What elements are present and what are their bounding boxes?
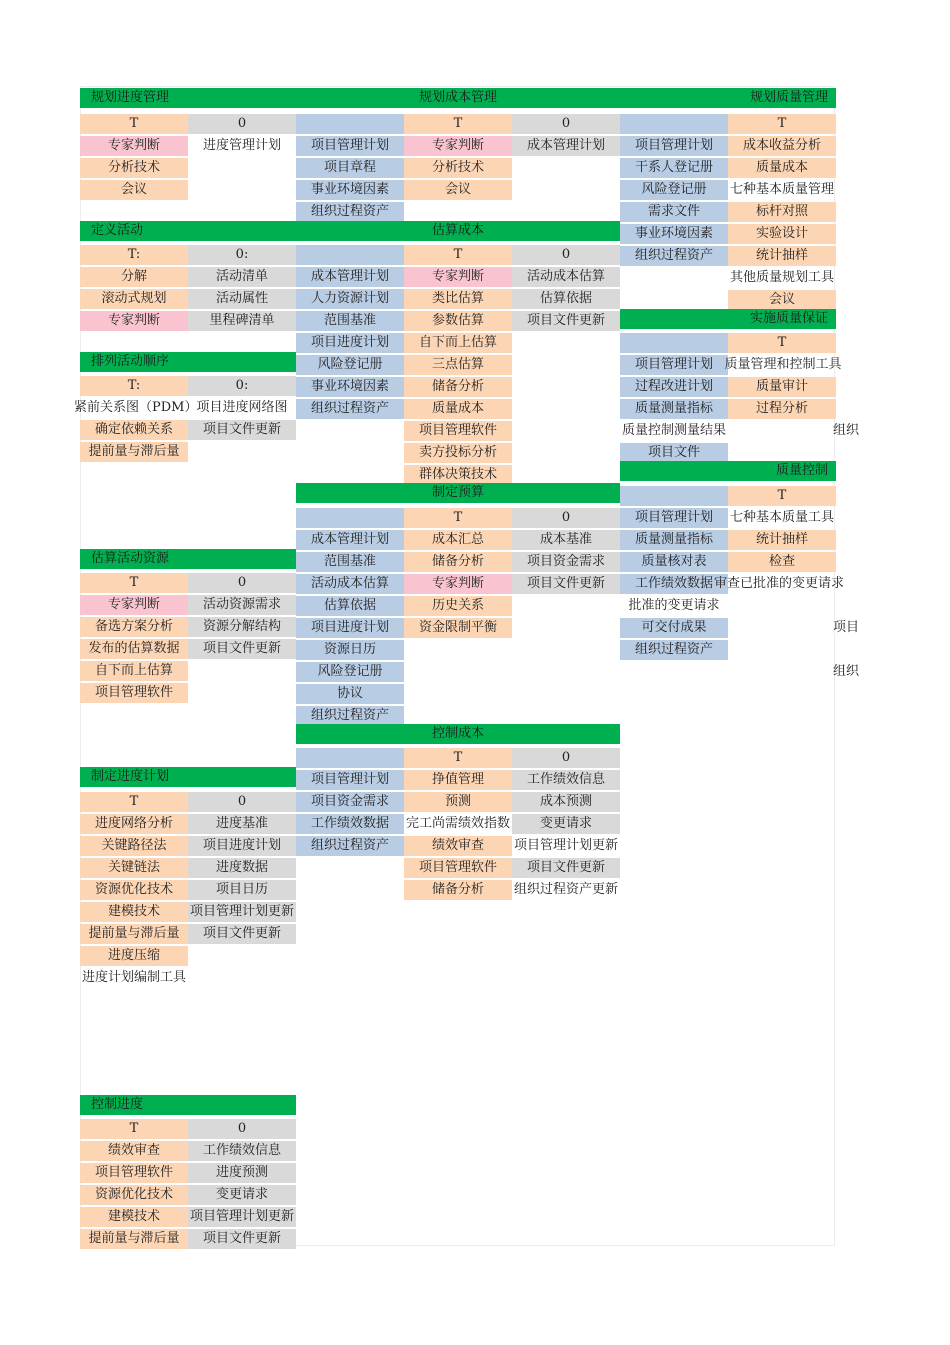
sheet-cell: 进度计划编制工具 [81, 970, 186, 985]
sheet-cell: 分析技术 [404, 158, 512, 178]
sheet-cell: 三点估算 [404, 355, 512, 375]
process-header-cell: 排列活动顺序 [80, 352, 296, 372]
sheet-cell: 工作绩效信息 [512, 770, 620, 790]
sheet-cell: 过程改进计划 [620, 377, 728, 397]
process-header-cell: 控制进度 [80, 1095, 296, 1115]
sheet-cell: 成本预测 [512, 792, 620, 812]
sheet-cell: 发布的估算数据 [80, 639, 188, 659]
sheet-cell: 协议 [296, 684, 404, 704]
sheet-cell: 关键路径法 [80, 836, 188, 856]
process-header-cell: 实施质量保证 [620, 309, 836, 329]
sheet-cell: 活动成本估算 [512, 267, 620, 287]
sheet-cell: 滚动式规划 [80, 289, 188, 309]
sheet-cell: 进度管理计划 [202, 138, 281, 153]
sheet-cell: 活动属性 [188, 289, 296, 309]
sheet-cell: 质量测量指标 [620, 399, 728, 419]
process-header-cell: 定义活动 [80, 221, 296, 241]
sheet-cell: 0 [188, 573, 296, 593]
sheet-cell: T [404, 114, 512, 134]
sheet-cell: 组织过程资产 [620, 246, 728, 266]
sheet-cell: 成本汇总 [404, 530, 512, 550]
sheet-cell: 项目日历 [188, 880, 296, 900]
sheet-cell: 0: [188, 245, 296, 265]
process-header-cell: 制定预算 [296, 483, 620, 503]
sheet-cell: 绩效审查 [404, 836, 512, 856]
sheet-cell: 质量审计 [728, 377, 836, 397]
sheet-cell: 0 [512, 114, 620, 134]
sheet-cell: 项目资金需求 [512, 552, 620, 572]
sheet-cell: 组织 [832, 423, 859, 438]
sheet-cell: 项目文件更新 [512, 858, 620, 878]
sheet-cell: 会议 [404, 180, 512, 200]
process-header-cell: 估算成本 [296, 221, 620, 241]
process-header-cell: 规划成本管理 [296, 88, 620, 108]
sheet-cell: 成本管理计划 [512, 136, 620, 156]
sheet-cell: T [728, 333, 836, 353]
sheet-cell: 资金限制平衡 [404, 618, 512, 638]
process-header-cell: 规划进度管理 [80, 88, 296, 108]
sheet-cell [296, 508, 404, 528]
sheet-cell: 0 [188, 114, 296, 134]
sheet-cell: 项目管理软件 [404, 858, 512, 878]
sheet-cell: 项目章程 [296, 158, 404, 178]
sheet-cell: 活动成本估算 [296, 574, 404, 594]
sheet-cell: 活动资源需求 [188, 595, 296, 615]
sheet-cell: 项目进度计划 [188, 836, 296, 856]
sheet-cell: 事业环境因素 [296, 180, 404, 200]
sheet-cell: 组织过程资产更新 [513, 882, 618, 897]
sheet-cell [296, 245, 404, 265]
sheet-cell: 项目文件更新 [188, 420, 296, 440]
sheet-cell: 项目文件 [620, 443, 728, 463]
sheet-cell: 提前量与滞后量 [80, 1229, 188, 1249]
sheet-cell: 项目文件更新 [188, 924, 296, 944]
sheet-cell: 项目文件更新 [512, 311, 620, 331]
sheet-cell: 预测 [404, 792, 512, 812]
process-header-cell: 质量控制 [620, 461, 836, 481]
sheet-cell: 范围基准 [296, 552, 404, 572]
sheet-cell: 建模技术 [80, 1207, 188, 1227]
sheet-cell: 风险登记册 [620, 180, 728, 200]
sheet-cell: 标杆对照 [728, 202, 836, 222]
sheet-cell: 质量管理和控制工具 [724, 357, 842, 372]
sheet-cell: 过程分析 [728, 399, 836, 419]
sheet-cell: T [728, 486, 836, 506]
sheet-cell: 储备分析 [404, 880, 512, 900]
sheet-cell: 0 [188, 1119, 296, 1139]
sheet-cell [620, 486, 728, 506]
sheet-cell: 确定依赖关系 [80, 420, 188, 440]
sheet-cell: 事业环境因素 [620, 224, 728, 244]
sheet-cell: 分解 [80, 267, 188, 287]
process-header-cell: 规划质量管理 [620, 88, 836, 108]
sheet-cell: T [404, 245, 512, 265]
sheet-cell: 范围基准 [296, 311, 404, 331]
sheet-cell: 风险登记册 [296, 662, 404, 682]
sheet-cell: 资源优化技术 [80, 880, 188, 900]
sheet-cell: 成本管理计划 [296, 530, 404, 550]
sheet-cell: 类比估算 [404, 289, 512, 309]
sheet-cell: 储备分析 [404, 552, 512, 572]
sheet-cell: 里程碑清单 [188, 311, 296, 331]
sheet-cell: 项目文件更新 [512, 574, 620, 594]
sheet-cell: 估算依据 [296, 596, 404, 616]
sheet-cell: 项目管理计划 [620, 355, 728, 375]
sheet-cell: 其他质量规划工具 [729, 270, 834, 285]
sheet-cell [296, 114, 404, 134]
sheet-cell: 干系人登记册 [620, 158, 728, 178]
sheet-cell: T: [80, 376, 188, 396]
sheet-cell: 统计抽样 [728, 530, 836, 550]
sheet-cell: T [728, 114, 836, 134]
sheet-cell: T [80, 1119, 188, 1139]
sheet-cell: 项目管理计划更新 [188, 1207, 296, 1227]
sheet-cell: 项目进度计划 [296, 618, 404, 638]
sheet-cell: 挣值管理 [404, 770, 512, 790]
sheet-cell: 项目文件更新 [188, 1229, 296, 1249]
sheet-cell: 成本收益分析 [728, 136, 836, 156]
process-header-cell: 控制成本 [296, 724, 620, 744]
sheet-cell: 紧前关系图（PDM） [74, 400, 198, 415]
sheet-cell: 组织过程资产 [296, 202, 404, 222]
sheet-cell: 资源日历 [296, 640, 404, 660]
sheet-cell: 提前量与滞后量 [80, 924, 188, 944]
sheet-cell [620, 333, 728, 353]
sheet-cell: 项目管理软件 [404, 421, 512, 441]
sheet-cell: 绩效审查 [80, 1141, 188, 1161]
sheet-cell: 卖方投标分析 [404, 443, 512, 463]
sheet-cell: 分析技术 [80, 158, 188, 178]
sheet-cell: T: [80, 245, 188, 265]
sheet-cell: 可交付成果 [620, 618, 728, 638]
sheet-cell: 质量成本 [404, 399, 512, 419]
sheet-cell: 工作绩效数据 [296, 814, 404, 834]
sheet-cell: 项目管理计划 [296, 136, 404, 156]
sheet-cell: 人力资源计划 [296, 289, 404, 309]
sheet-cell: T [404, 508, 512, 528]
sheet-cell: T [404, 748, 512, 768]
sheet-cell: 0: [188, 376, 296, 396]
sheet-cell: 组织过程资产 [620, 640, 728, 660]
sheet-cell: 专家判断 [80, 311, 188, 331]
sheet-cell: 质量成本 [728, 158, 836, 178]
sheet-cell: 七种基本质量管理 [729, 182, 834, 197]
sheet-cell: 实验设计 [728, 224, 836, 244]
sheet-cell: 项目管理软件 [80, 683, 188, 703]
sheet-cell: 历史关系 [404, 596, 512, 616]
sheet-cell: T [80, 792, 188, 812]
sheet-cell: 成本管理计划 [296, 267, 404, 287]
sheet-cell: 进度基准 [188, 814, 296, 834]
sheet-cell [620, 114, 728, 134]
sheet-cell: 自下而上估算 [404, 333, 512, 353]
sheet-cell: 质量控制测量结果 [621, 423, 726, 438]
sheet-cell: 项目进度网络图 [196, 400, 288, 415]
sheet-cell: 专家判断 [80, 595, 188, 615]
sheet-cell: 组织 [832, 664, 859, 679]
sheet-cell: 专家判断 [404, 574, 512, 594]
sheet-cell: 0 [512, 508, 620, 528]
sheet-cell: 备选方案分析 [80, 617, 188, 637]
sheet-cell: 项目文件更新 [188, 639, 296, 659]
sheet-cell: 储备分析 [404, 377, 512, 397]
sheet-cell: 审查已批准的变更请求 [713, 576, 844, 591]
sheet-cell: 统计抽样 [728, 246, 836, 266]
sheet-cell: 项目 [832, 620, 859, 635]
sheet-cell: 群体决策技术 [404, 465, 512, 485]
sheet-cell: 项目进度计划 [296, 333, 404, 353]
sheet-cell: 项目管理计划 [620, 508, 728, 528]
sheet-cell: 进度网络分析 [80, 814, 188, 834]
sheet-cell: 关键链法 [80, 858, 188, 878]
sheet-cell: 进度数据 [188, 858, 296, 878]
sheet-cell: 变更请求 [188, 1185, 296, 1205]
sheet-cell: 资源分解结构 [188, 617, 296, 637]
sheet-cell: 建模技术 [80, 902, 188, 922]
sheet-cell: 0 [512, 748, 620, 768]
sheet-cell: 质量测量指标 [620, 530, 728, 550]
sheet-cell: 项目管理软件 [80, 1163, 188, 1183]
sheet-cell: 七种基本质量工具 [729, 510, 834, 525]
sheet-cell: 进度压缩 [80, 946, 188, 966]
sheet-cell: 会议 [728, 290, 836, 310]
sheet-cell: 组织过程资产 [296, 706, 404, 726]
sheet-cell: T [80, 573, 188, 593]
sheet-cell: 项目资金需求 [296, 792, 404, 812]
sheet-cell: 专家判断 [80, 136, 188, 156]
sheet-cell: 会议 [80, 180, 188, 200]
sheet-cell: 专家判断 [404, 136, 512, 156]
sheet-cell: 组织过程资产 [296, 399, 404, 419]
sheet-cell: 项目管理计划 [620, 136, 728, 156]
sheet-cell: 检查 [728, 552, 836, 572]
sheet-cell [296, 748, 404, 768]
sheet-cell: 项目管理计划更新 [513, 838, 618, 853]
sheet-cell: 资源优化技术 [80, 1185, 188, 1205]
process-header-cell: 估算活动资源 [80, 549, 296, 569]
sheet-cell: 专家判断 [404, 267, 512, 287]
sheet-cell: 需求文件 [620, 202, 728, 222]
sheet-cell: 事业环境因素 [296, 377, 404, 397]
process-header-cell: 制定进度计划 [80, 767, 296, 787]
sheet-cell: 质量核对表 [620, 552, 728, 572]
sheet-cell: 项目管理计划 [296, 770, 404, 790]
sheet-cell: 提前量与滞后量 [80, 442, 188, 462]
sheet-cell: 成本基准 [512, 530, 620, 550]
sheet-cell: 参数估算 [404, 311, 512, 331]
sheet-cell: 变更请求 [512, 814, 620, 834]
sheet-cell: 0 [188, 792, 296, 812]
sheet-cell: T [80, 114, 188, 134]
sheet-cell: 完工尚需绩效指数 [405, 816, 510, 831]
sheet-cell: 工作绩效数据 [620, 574, 728, 594]
sheet-cell: 活动清单 [188, 267, 296, 287]
sheet-cell: 进度预测 [188, 1163, 296, 1183]
sheet-cell: 自下而上估算 [80, 661, 188, 681]
sheet-cell: 工作绩效信息 [188, 1141, 296, 1161]
sheet-cell: 0 [512, 245, 620, 265]
sheet-cell: 项目管理计划更新 [188, 902, 296, 922]
sheet-cell: 组织过程资产 [296, 836, 404, 856]
sheet-cell: 估算依据 [512, 289, 620, 309]
sheet-cell: 风险登记册 [296, 355, 404, 375]
sheet-cell: 批准的变更请求 [628, 598, 720, 613]
